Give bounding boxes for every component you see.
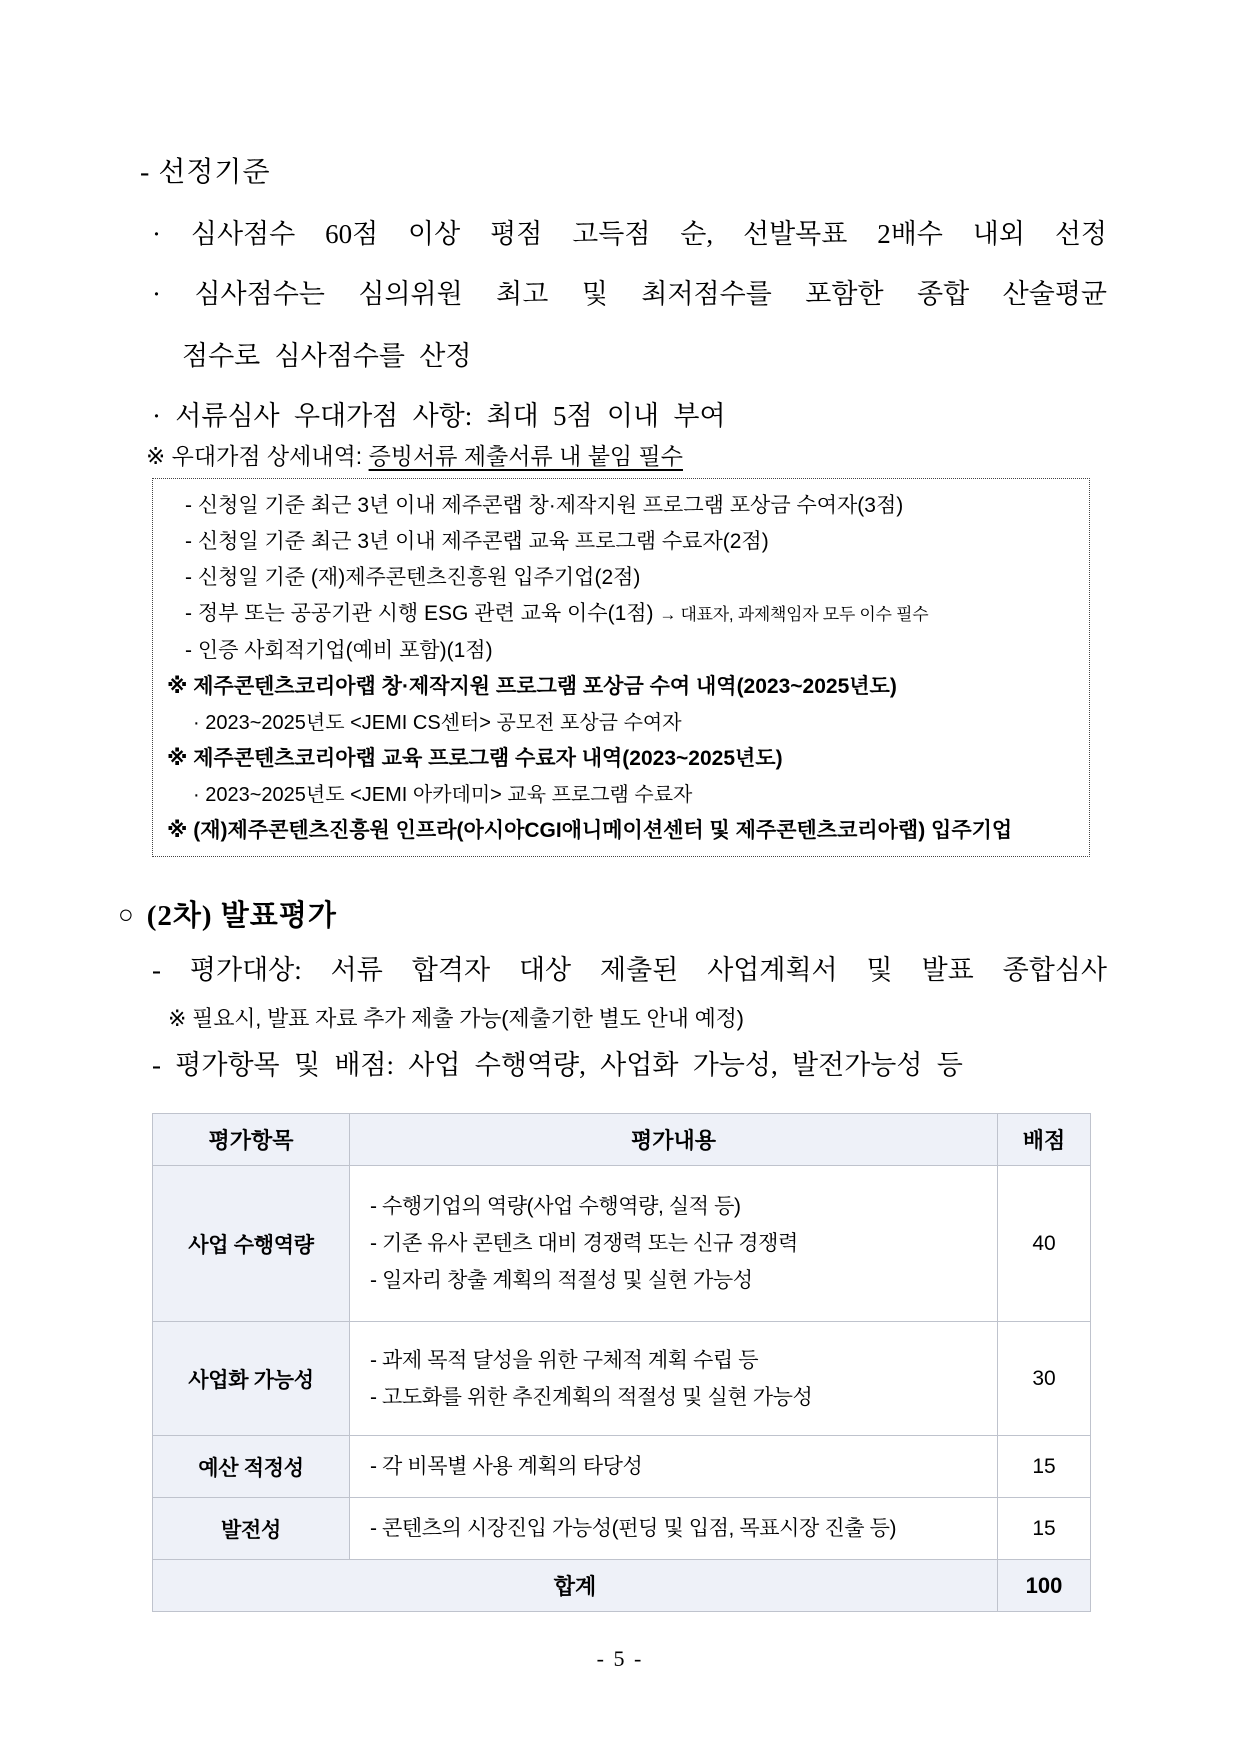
eval-target-line: - 평가대상: 서류 합격자 대상 제출된 사업계획서 및 발표 종합심사 <box>152 955 1107 985</box>
row-content <box>350 1498 998 1560</box>
row-score: 15 <box>998 1436 1091 1498</box>
evaluation-criteria-table <box>152 1113 1091 1612</box>
row-content <box>350 1322 998 1436</box>
bonus-note-prefix: ※ 우대가점 상세내역: <box>146 443 369 469</box>
presentation-eval-heading <box>118 893 337 934</box>
row-item-label: 예산 적정성 <box>153 1436 350 1498</box>
bonus-details-box <box>152 478 1090 857</box>
content-line: - 각 비목별 사용 계획의 타당성 <box>370 1455 643 1478</box>
selection-bullet-2-line-2: 점수로 심사점수를 산정 <box>182 341 472 371</box>
row-score: 15 <box>998 1498 1091 1560</box>
row-item-label: 발전성 <box>153 1498 350 1560</box>
bonus-reference: ※ (재)제주콘텐츠진흥원 인프라(아시아CGI애니메이션센터 및 제주콘텐츠코리아랩) 입주기업 <box>167 819 1013 842</box>
bonus-item: - 정부 또는 공공기관 시행 ESG 관련 교육 이수(1점) → 대표자, 과제책임자 모두 이수 필수 <box>185 602 929 625</box>
table-row <box>153 1498 1091 1560</box>
header-eval-score: 배점 <box>998 1114 1091 1166</box>
total-score: 100 <box>998 1560 1091 1612</box>
table-row <box>153 1166 1091 1322</box>
content-line: - 콘텐츠의 시장진입 가능성(펀딩 및 입점, 목표시장 진출 등) <box>370 1517 897 1540</box>
row-content <box>350 1436 998 1498</box>
table-header-row <box>153 1114 1091 1166</box>
selection-bullet-2-line-1: · 심사점수는 심의위원 최고 및 최저점수를 포함한 종합 산술평균 <box>152 279 1107 309</box>
content-line: - 일자리 창출 계획의 적절성 및 실현 가능성 <box>370 1269 753 1292</box>
table-row <box>153 1436 1091 1498</box>
row-item-label: 사업 수행역량 <box>153 1166 350 1322</box>
row-item-label: 사업화 가능성 <box>153 1322 350 1436</box>
bonus-item: - 신청일 기준 최근 3년 이내 제주콘랩 교육 프로그램 수료자(2점) <box>185 530 769 553</box>
bonus-reference: ※ 제주콘텐츠코리아랩 창·제작지원 프로그램 포상금 수여 내역(2023~2025년도) <box>167 675 897 698</box>
bonus-reference-sub: · 2023~2025년도 <JEMI CS센터> 공모전 포상금 수여자 <box>193 712 682 734</box>
row-score: 40 <box>998 1166 1091 1322</box>
selection-bullet-1: · 심사점수 60점 이상 평점 고득점 순, 선발목표 2배수 내외 선정 <box>152 219 1107 249</box>
selection-bullet-3: · 서류심사 우대가점 사항: 최대 5점 이내 부여 <box>152 401 726 431</box>
row-content <box>350 1166 998 1322</box>
bonus-item: - 인증 사회적기업(예비 포함)(1점) <box>185 639 493 662</box>
eval-items-line: - 평가항목 및 배점: 사업 수행역량, 사업화 가능성, 발전가능성 등 <box>152 1050 963 1080</box>
bonus-note-line <box>146 438 683 471</box>
presentation-eval-heading-text: (2차) 발표평가 <box>146 900 337 932</box>
bonus-item-note: → 대표자, 과제책임자 모두 이수 필수 <box>659 605 929 624</box>
content-line: - 고도화를 위한 추진계획의 적절성 및 실현 가능성 <box>370 1385 813 1409</box>
content-line: - 수행기업의 역량(사업 수행역량, 실적 등) <box>370 1195 741 1218</box>
content-line: - 과제 목적 달성을 위한 구체적 계획 수립 등 <box>370 1348 759 1372</box>
total-label: 합계 <box>153 1560 998 1612</box>
selection-criteria-title: - 선정기준 <box>140 157 271 188</box>
row-score: 30 <box>998 1322 1091 1436</box>
bonus-note-underlined: 증빙서류 제출서류 내 붙임 필수 <box>368 443 683 469</box>
table-row <box>153 1322 1091 1436</box>
circle-bullet-icon: ○ <box>118 900 135 929</box>
header-eval-content: 평가내용 <box>350 1114 998 1166</box>
eval-target-note: ※ 필요시, 발표 자료 추가 제출 가능(제출기한 별도 안내 예정) <box>168 1006 744 1031</box>
table-total-row <box>153 1560 1091 1612</box>
bonus-item: - 신청일 기준 최근 3년 이내 제주콘랩 창·제작지원 프로그램 포상금 수여자(3점) <box>185 494 904 517</box>
header-eval-item: 평가항목 <box>153 1114 350 1166</box>
bonus-item: - 신청일 기준 (재)제주콘텐츠진흥원 입주기업(2점) <box>185 566 641 589</box>
bonus-reference: ※ 제주콘텐츠코리아랩 교육 프로그램 수료자 내역(2023~2025년도) <box>167 747 783 770</box>
content-line: - 기존 유사 콘텐츠 대비 경쟁력 또는 신규 경쟁력 <box>370 1232 798 1255</box>
page-number: - 5 - <box>596 1646 644 1671</box>
bonus-reference-sub: · 2023~2025년도 <JEMI 아카데미> 교육 프로그램 수료자 <box>193 784 693 806</box>
